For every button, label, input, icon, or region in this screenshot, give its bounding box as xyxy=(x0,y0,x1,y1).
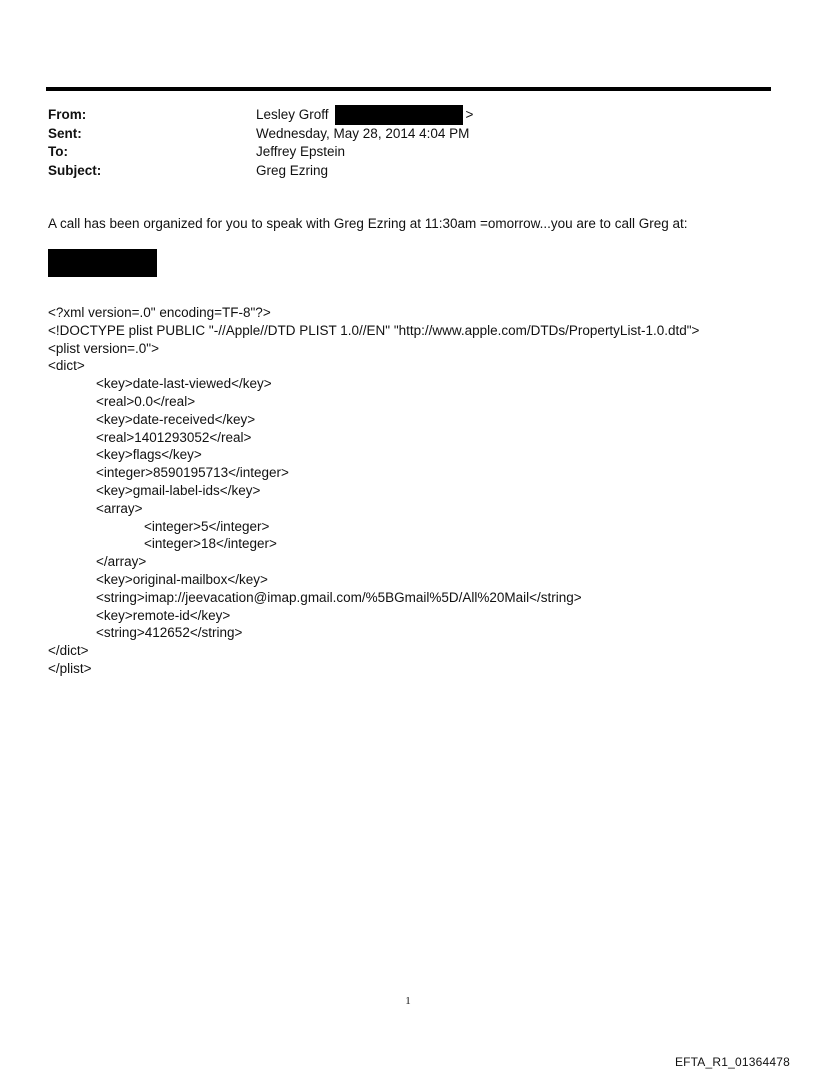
sent-row xyxy=(48,125,768,144)
xml-line: <array> xyxy=(96,500,143,516)
from-name: Lesley Groff xyxy=(256,107,329,122)
xml-line: <key>remote-id</key> xyxy=(96,607,231,623)
xml-line: <key>date-received</key> xyxy=(96,411,256,427)
xml-line: <key>flags</key> xyxy=(96,447,202,463)
subject-value: Greg Ezring xyxy=(256,162,329,178)
to-label: To: xyxy=(48,144,68,159)
xml-line: <integer>18</integer> xyxy=(144,536,277,552)
to-row xyxy=(48,143,768,162)
xml-line: <integer>5</integer> xyxy=(144,518,270,534)
sent-value: Wednesday, May 28, 2014 4:04 PM xyxy=(256,125,470,141)
xml-line: <real>1401293052</real> xyxy=(96,429,252,445)
xml-line: <!DOCTYPE plist PUBLIC "-//Apple//DTD PLIST 1.0//EN" "http://www.apple.com/DTDs/PropertyList-1.0.dtd"> xyxy=(48,322,700,338)
email-header xyxy=(48,106,768,180)
page-number: 1 xyxy=(405,995,411,1007)
plist-xml xyxy=(48,304,788,678)
xml-line: <key>date-last-viewed</key> xyxy=(96,376,272,392)
sent-label: Sent: xyxy=(48,125,82,141)
subject-label: Subject: xyxy=(48,162,102,178)
xml-line: <string>imap://jeevacation@imap.gmail.com/%5BGmail%5D/All%20Mail</string> xyxy=(96,589,582,605)
from-label: From: xyxy=(48,107,87,122)
to-value: Jeffrey Epstein xyxy=(256,144,346,159)
xml-line: <real>0.0</real> xyxy=(96,393,196,409)
xml-line: <integer>8590195713</integer> xyxy=(96,465,289,481)
xml-line: </plist> xyxy=(48,660,92,676)
header-divider xyxy=(46,87,771,91)
bates-number: EFTA_R1_01364478 xyxy=(674,1055,790,1069)
xml-line: <key>gmail-label-ids</key> xyxy=(96,482,261,498)
xml-line: <dict> xyxy=(48,358,85,374)
from-close-bracket: > xyxy=(465,107,474,122)
redaction-box xyxy=(335,105,463,125)
xml-line: <key>original-mailbox</key> xyxy=(96,571,268,587)
xml-line: <plist version=.0"> xyxy=(48,340,159,356)
message-body: A call has been organized for you to speak with Greg Ezring at 11:30am =omorrow...you are to call Greg at: xyxy=(48,216,688,231)
xml-line: <string>412652</string> xyxy=(96,625,243,641)
from-row xyxy=(48,106,768,125)
xml-line: </array> xyxy=(96,554,147,570)
xml-line: <?xml version=.0" encoding=TF-8"?> xyxy=(48,305,271,320)
redaction-box xyxy=(48,249,157,277)
subject-row xyxy=(48,162,768,181)
xml-line: </dict> xyxy=(48,643,89,659)
from-value xyxy=(256,106,473,125)
